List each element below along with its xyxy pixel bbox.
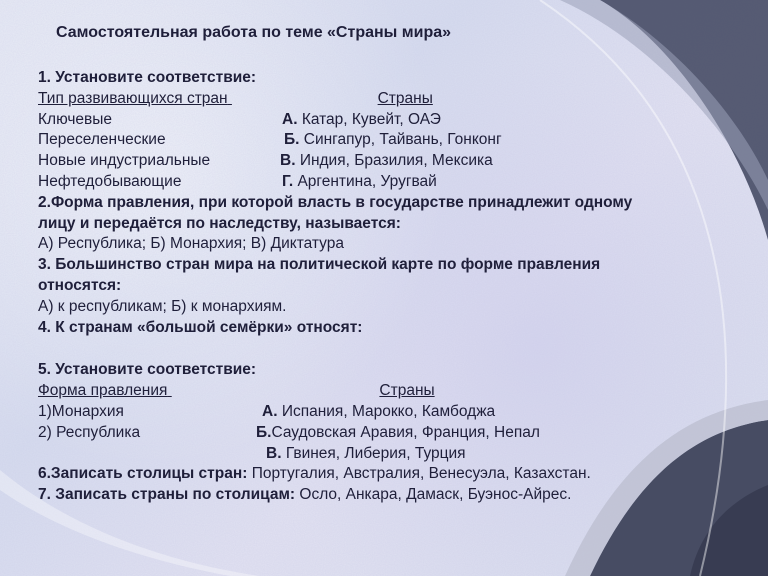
task5-header-left: Форма правления bbox=[38, 382, 168, 400]
task5-value: Испания, Марокко, Камбоджа bbox=[281, 402, 496, 420]
task1-right-item bbox=[280, 151, 493, 172]
task1-letter: А. bbox=[282, 110, 298, 128]
slide-title: Самостоятельная работа по теме «Страны мира» bbox=[56, 24, 452, 41]
task1-value: Катар, Кувейт, ОАЭ bbox=[301, 110, 441, 128]
task5-heading: 5. Установите соответствие: bbox=[38, 361, 257, 379]
task5-left-item: 1)Монархия bbox=[38, 402, 124, 420]
task5-left-item: 2) Республика bbox=[38, 423, 141, 441]
task5-row bbox=[38, 423, 698, 444]
task5-letter: А. bbox=[262, 402, 278, 420]
task7 bbox=[38, 485, 698, 506]
task3-heading-line2: относятся: bbox=[38, 276, 122, 294]
task6 bbox=[38, 464, 698, 485]
task5-value: Гвинея, Либерия, Турция bbox=[285, 444, 466, 462]
task5-row bbox=[38, 444, 698, 465]
task2-heading-line1: Форма правления, при которой власть в государстве принадлежит одному bbox=[50, 193, 633, 211]
task5-right-item bbox=[266, 444, 466, 465]
task6-value: Португалия, Австралия, Венесуэла, Казахстан. bbox=[251, 465, 591, 483]
task1-letter: Б. bbox=[284, 131, 300, 149]
task5-header-right: Страны bbox=[379, 382, 435, 400]
slide-content bbox=[38, 20, 698, 506]
task2-number: 2. bbox=[38, 193, 51, 211]
task2-heading bbox=[38, 193, 698, 214]
task1-left-item: Новые индустриальные bbox=[38, 152, 211, 170]
task1-letter: В. bbox=[280, 152, 296, 170]
task6-heading: 6.Записать столицы стран: bbox=[38, 465, 248, 483]
task5-right-item bbox=[262, 402, 495, 423]
task1-heading: 1. Установите соответствие: bbox=[38, 69, 257, 86]
task1-header-right: Страны bbox=[377, 89, 433, 107]
task5-table-header bbox=[38, 381, 698, 402]
task1-right-item bbox=[284, 130, 502, 151]
task5-row bbox=[38, 402, 698, 423]
task5-letter: Б. bbox=[256, 423, 272, 441]
task1-right-item bbox=[282, 172, 437, 193]
task1-header-underline bbox=[228, 89, 378, 110]
task1-row bbox=[38, 151, 698, 172]
task1-left-item: Ключевые bbox=[38, 110, 113, 128]
task1-value: Аргентина, Уругвай bbox=[297, 172, 437, 190]
task5-letter: В. bbox=[266, 444, 282, 462]
task1-row bbox=[38, 172, 698, 193]
task7-heading: 7. Записать страны по столицам: bbox=[38, 486, 296, 504]
task5-value: Саудовская Аравия, Франция, Непал bbox=[271, 423, 540, 441]
task3-heading-line1: 3. Большинство стран мира на политической карте по форме правления bbox=[38, 256, 601, 274]
task1-row bbox=[38, 130, 698, 151]
task4-heading: 4. К странам «большой семёрки» относят: bbox=[38, 318, 363, 336]
task1-row bbox=[38, 110, 698, 131]
task1-header-left: Тип развивающихся стран bbox=[38, 89, 228, 107]
task5-right-item bbox=[256, 423, 540, 444]
task2-heading-line2: лицу и передаётся по наследству, называется: bbox=[38, 214, 401, 232]
task1-value: Индия, Бразилия, Мексика bbox=[299, 152, 493, 170]
task5-header-underline bbox=[167, 381, 379, 402]
spacer bbox=[38, 338, 698, 360]
spacer bbox=[38, 50, 698, 68]
task1-left-item: Переселенческие bbox=[38, 131, 166, 149]
task1-table-header bbox=[38, 89, 698, 110]
task3-options: А) к республикам; Б) к монархиям. bbox=[38, 297, 287, 315]
task1-right-item bbox=[282, 110, 441, 131]
task1-left-item: Нефтедобывающие bbox=[38, 172, 182, 190]
task1-value: Сингапур, Тайвань, Гонконг bbox=[303, 131, 502, 149]
task2-options: А) Республика; Б) Монархия; В) Диктатура bbox=[38, 235, 344, 253]
task7-value: Осло, Анкара, Дамаск, Буэнос-Айрес. bbox=[299, 486, 572, 504]
task1-letter: Г. bbox=[282, 172, 294, 190]
